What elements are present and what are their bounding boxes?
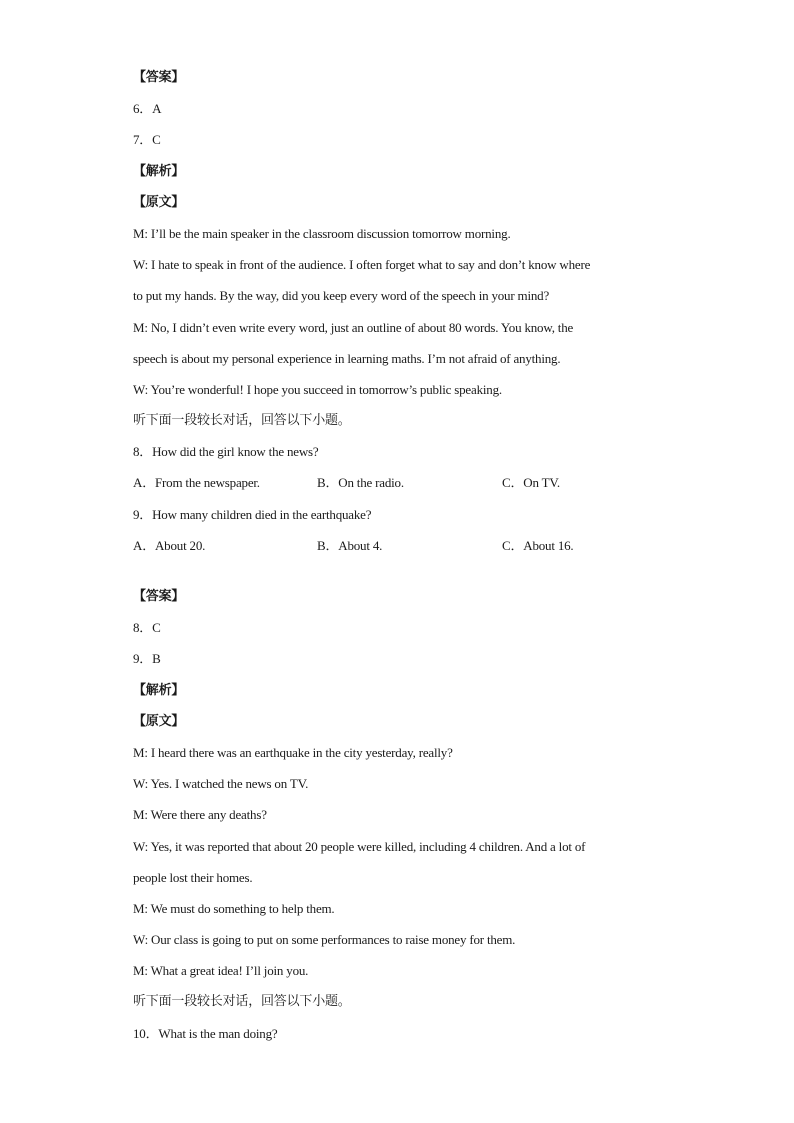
question-10-stem: 10．What is the man doing?: [133, 1025, 278, 1041]
option-b: B．About 4.: [317, 537, 383, 553]
section-gap: [133, 561, 663, 581]
transcript-line: speech is about my personal experience in learning maths. I’m not afraid of anything.: [133, 350, 561, 366]
transcript-line: people lost their homes.: [133, 869, 253, 885]
transcript-line: M: No, I didn’t even write every word, just an outline of about 80 words. You know, the: [133, 319, 574, 335]
option-c: C．About 16.: [502, 537, 574, 553]
document-page: [133, 62, 663, 1049]
answer-heading: 【答案】: [133, 70, 185, 85]
transcript-line: M: What a great idea! I’ll join you.: [133, 963, 309, 979]
transcript-line: W: Yes, it was reported that about 20 people were killed, including 4 children. And a lot of: [133, 838, 586, 854]
listening-instruction: 听下面一段较长对话，回答以下小题。: [133, 413, 351, 429]
transcript-line: M: I’ll be the main speaker in the classroom discussion tomorrow morning.: [133, 225, 511, 241]
answer-8: 8．C: [133, 620, 161, 636]
transcript-line: W: Our class is going to put on some performances to raise money for them.: [133, 932, 516, 948]
answer-9: 9．B: [133, 651, 161, 667]
transcript-line: M: I heard there was an earthquake in the city yesterday, really?: [133, 744, 453, 760]
question-9-stem: 9．How many children died in the earthquake?: [133, 506, 372, 522]
listening-instruction: 听下面一段较长对话，回答以下小题。: [133, 994, 351, 1010]
option-c: C．On TV.: [502, 475, 560, 491]
transcript-line: to put my hands. By the way, did you keep every word of the speech in your mind?: [133, 288, 550, 304]
transcript-line: M: We must do something to help them.: [133, 900, 335, 916]
transcript-line: M: Were there any deaths?: [133, 807, 267, 823]
question-8-stem: 8．How did the girl know the news?: [133, 444, 319, 460]
option-a: A．From the newspaper.: [133, 475, 260, 491]
transcript-line: W: I hate to speak in front of the audience. I often forget what to say and don’t know where: [133, 257, 591, 273]
answer-6: 6．A: [133, 101, 162, 117]
answer-7: 7．C: [133, 132, 161, 148]
option-b: B．On the radio.: [317, 475, 404, 491]
option-a: A．About 20.: [133, 537, 206, 553]
analysis-heading: 【解析】: [133, 163, 185, 179]
original-text-heading: 【原文】: [133, 713, 185, 729]
question-9-options: [133, 530, 663, 561]
original-text-heading: 【原文】: [133, 194, 185, 210]
transcript-line: W: Yes. I watched the news on TV.: [133, 776, 309, 792]
answer-heading: 【答案】: [133, 589, 185, 604]
analysis-heading: 【解析】: [133, 682, 185, 698]
question-8-options: [133, 467, 663, 498]
transcript-line: W: You’re wonderful! I hope you succeed in tomorrow’s public speaking.: [133, 381, 502, 397]
